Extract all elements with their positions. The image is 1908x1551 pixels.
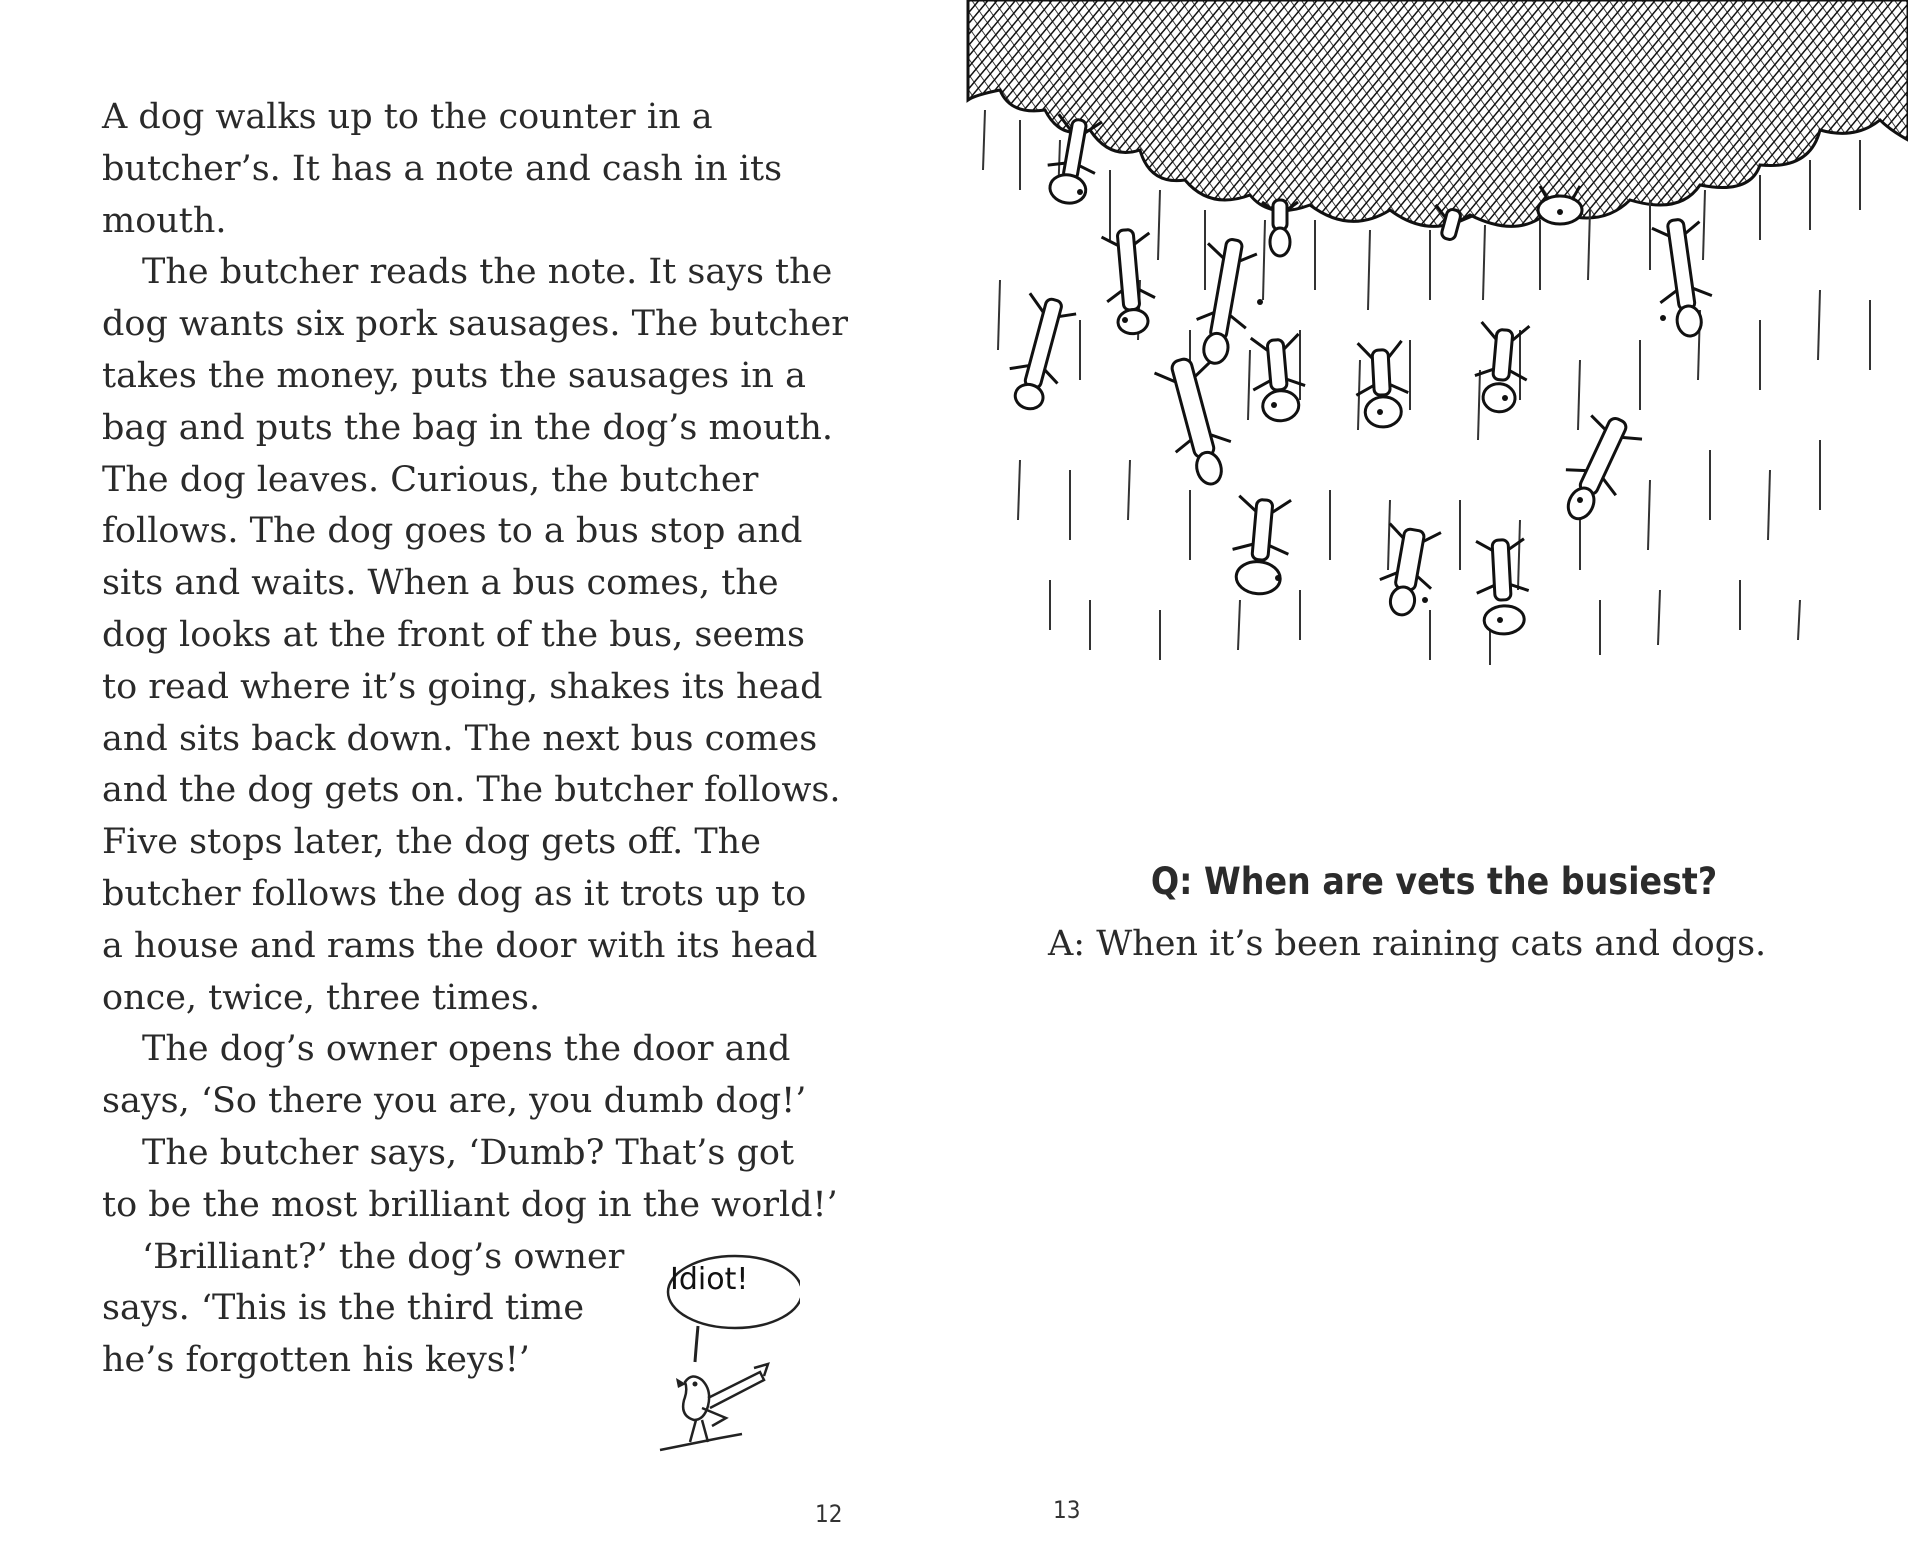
joke-answer: A: When it’s been raining cats and dogs. [1048,924,1767,964]
raining-cats-and-dogs-illustration [960,0,1908,680]
story-line: A dog walks up to the counter in a [102,97,713,137]
story-line: The butcher reads the note. It says the [142,252,833,293]
story-line: follows. The dog goes to a bus stop and [102,511,803,552]
story-text [102,92,872,1387]
story-line: The dog leaves. Curious, the butcher [102,459,759,500]
story-line: he’s forgotten his keys!’ [102,1340,530,1381]
story-line: The butcher says, ‘Dumb? That’s got [142,1132,795,1173]
story-line: dog wants six pork sausages. The butcher [102,304,848,345]
story-line: to be the most brilliant dog in the world!’ [102,1184,838,1225]
story-line: ‘Brilliant?’ the dog’s owner [142,1236,625,1277]
story-line: butcher follows the dog as it trots up to [102,873,807,914]
story-line: The dog’s owner opens the door and [142,1029,791,1070]
speech-bubble-text: Idiot! [670,1262,749,1297]
story-line: to read where it’s going, shakes its head [102,666,823,707]
story-line: and the dog gets on. The butcher follows. [102,770,841,811]
page-number: 12 [815,1500,843,1528]
story-line: butcher’s. It has a note and cash in its [102,148,783,189]
story-line: once, twice, three times. [102,977,541,1018]
story-line: dog looks at the front of the bus, seems [102,614,805,655]
story-line: sits and waits. When a bus comes, the [102,563,779,604]
page-number: 13 [1053,1496,1081,1524]
story-line: and sits back down. The next bus comes [102,718,818,759]
story-line: a house and rams the door with its head [102,925,818,966]
right-page [960,0,1908,1551]
story-line: bag and puts the bag in the dog’s mouth. [102,407,834,448]
story-line: takes the money, puts the sausages in a [102,355,806,396]
story-line: says, ‘So there you are, you dumb dog!’ [102,1081,807,1122]
story-line: says. ‘This is the third time [102,1288,585,1329]
joke-question: Q: When are vets the busiest? [1150,860,1718,903]
story-line: mouth. [102,200,227,241]
story-line: Five stops later, the dog gets off. The [102,822,761,863]
